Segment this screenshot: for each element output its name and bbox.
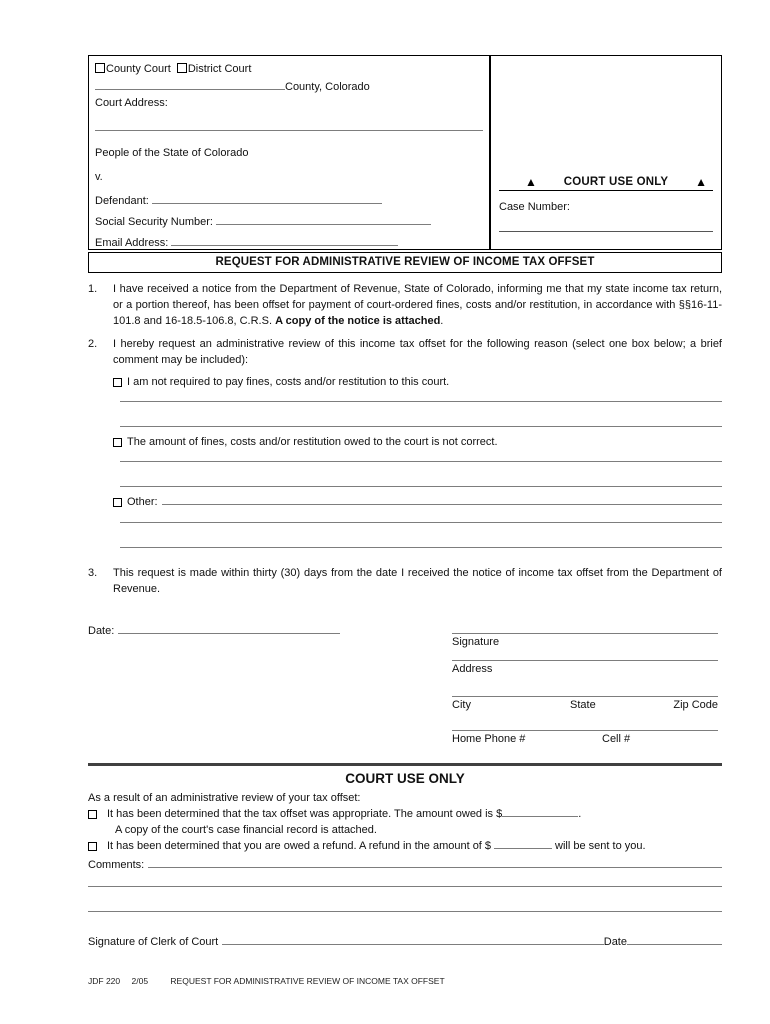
item-1-body: I have received a notice from the Department of Revenue, State of Colorado, informing me that my state income tax return, or a portion thereof, has been offset for payment of court-ordered fines, costs and/or restitution, in accordance with §§16-11-101.8 and 16-18.5-106.8, C.R.S. [113,283,722,328]
clerk-signature-row [88,934,722,950]
option-amount-incorrect-row [113,434,722,450]
signature-column [452,623,718,747]
date-input-line[interactable] [118,623,340,634]
court-use-option-appropriate-note: A copy of the court's case financial record is attached. [115,824,377,837]
signature-label: Signature [452,636,500,649]
court-use-option-refund-checkbox[interactable] [88,842,97,851]
home-phone-label: Home Phone # [452,733,526,746]
ssn-input-line[interactable] [216,214,431,225]
comments-row [88,857,722,873]
clerk-date-label: Date [603,936,627,949]
comments-label: Comments: [88,859,145,872]
option-not-required-label: I am not required to pay fines, costs and/or restitution to this court. [127,376,450,389]
refund-amount-input-line[interactable] [494,838,552,849]
option-not-required-row [113,374,722,390]
email-input-line[interactable] [171,235,398,246]
defendant-label: Defendant: [95,195,149,207]
item-1-suffix: . [440,315,444,328]
option-not-required-checkbox[interactable] [113,378,122,387]
court-use-only-label: COURT USE ONLY [563,176,669,188]
court-use-only-header [499,176,713,191]
comment-input-line[interactable] [120,523,722,548]
option-amount-incorrect-checkbox[interactable] [113,438,122,447]
district-court-checkbox[interactable] [177,63,187,73]
section-divider [88,763,722,766]
email-row [95,235,483,251]
item-1-bold: A copy of the notice is attached [275,315,441,328]
caption-court-info [88,55,490,250]
address-label: Address [452,663,493,676]
comments-input-line[interactable] [88,887,722,912]
item-2-number: 2. [88,337,98,350]
date-row [88,623,452,747]
option-other-label: Other: [127,496,158,509]
defendant-input-line[interactable] [152,193,382,204]
triangle-up-icon: ▲ [525,175,537,189]
comments-input-line[interactable] [88,873,722,887]
caption-court-use-box [490,55,722,250]
court-use-only-heading: COURT USE ONLY [345,771,465,787]
court-use-option-refund-label: It has been determined that you are owed a refund. A refund in the amount of $ will be sent to you. [107,840,646,853]
case-number-label: Case Number: [499,201,570,213]
amount-owed-input-line[interactable] [502,806,578,817]
ssn-row [95,214,483,230]
item-1-text [113,281,722,330]
court-use-intro: As a result of an administrative review of your tax offset: [88,792,361,805]
item-1-number: 1. [88,283,98,295]
caption-section [88,55,722,250]
court-use-option-appropriate-label: It has been determined that the tax offset was appropriate. The amount owed is $ . [107,808,582,821]
county-court-label: County Court [106,63,171,75]
plaintiff-label: People of the State of Colorado [95,147,249,159]
zip-code-label: Zip Code [673,699,718,712]
city-state-zip-labels [452,697,718,713]
triangle-up-icon: ▲ [695,175,707,189]
phone-labels [452,731,718,747]
ssn-label: Social Security Number: [95,216,213,228]
clerk-date-input-line[interactable] [627,934,722,945]
comments-input-line[interactable] [148,857,722,868]
option-other-row [113,494,722,510]
state-label: State [570,699,596,712]
defendant-row [95,193,483,209]
court-use-option-refund-row [88,838,722,854]
county-row [95,79,483,95]
county-suffix-label: County, Colorado [285,81,370,93]
court-type-row [95,61,483,77]
date-label: Date: [88,625,115,638]
item-3 [88,565,722,597]
item-3-text: This request is made within thirty (30) days from the date I received the notice of income tax offset from the Department of Revenue. [113,567,722,596]
district-court-label: District Court [187,63,252,75]
footer-title: REQUEST FOR ADMINISTRATIVE REVIEW OF INCOME TAX OFFSET [170,976,445,987]
option-amount-incorrect-label: The amount of fines, costs and/or restitution owed to the court is not correct. [127,436,498,449]
option-other-checkbox[interactable] [113,498,122,507]
clerk-signature-label: Signature of Clerk of Court [88,936,219,949]
versus-label: v. [95,171,103,183]
case-number-input-line[interactable] [499,231,713,232]
form-footer [88,976,722,986]
form-number: JDF 220 [88,976,121,987]
comment-input-line[interactable] [120,462,722,487]
spacer [499,61,713,176]
court-use-option-appropriate-checkbox[interactable] [88,810,97,819]
form-content [88,55,722,986]
court-use-option-appropriate-row [88,806,722,822]
item-2 [88,336,722,368]
form-title: REQUEST FOR ADMINISTRATIVE REVIEW OF INCOME TAX OFFSET [88,252,722,273]
item-2-text: I hereby request an administrative review of this income tax offset for the following reason (select one box below; a brief comment may be included): [113,337,722,366]
clerk-signature-input-line[interactable] [222,934,604,945]
comment-input-line[interactable] [120,402,722,427]
item-3-number: 3. [88,567,98,580]
item-1 [88,281,722,330]
form-revision: 2/05 [131,976,149,987]
county-court-checkbox[interactable] [95,63,105,73]
email-label: Email Address: [95,237,169,249]
court-address-label: Court Address: [95,97,168,109]
comment-input-line[interactable] [120,510,722,523]
cell-phone-label: Cell # [602,733,631,746]
signature-area [88,623,722,747]
county-input-line[interactable] [95,79,285,90]
other-input-line[interactable] [162,494,722,505]
comment-input-line[interactable] [120,390,722,402]
city-label: City [452,699,471,712]
court-address-input-line[interactable] [95,111,483,131]
comment-input-line[interactable] [120,450,722,462]
